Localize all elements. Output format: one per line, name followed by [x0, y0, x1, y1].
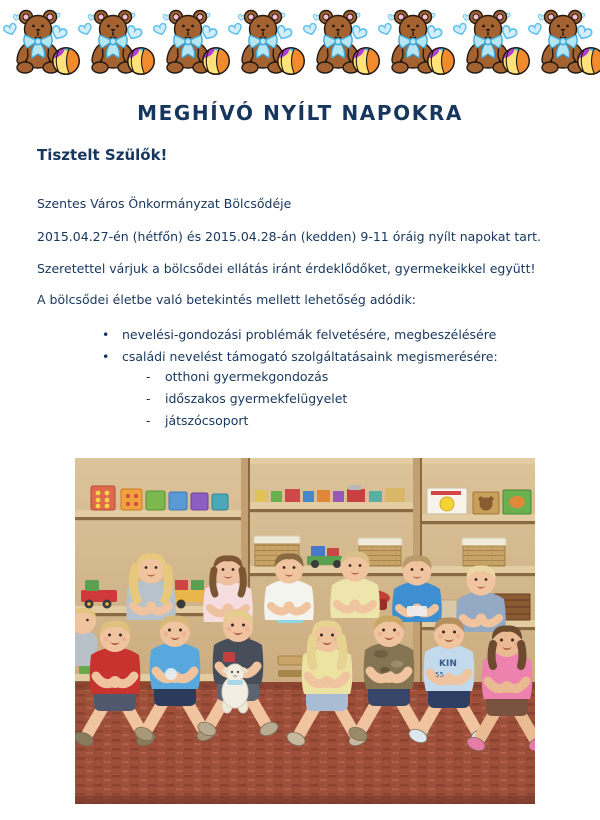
class-photo	[75, 458, 535, 804]
shirt-print	[407, 606, 427, 616]
shirt-print-text: 55	[435, 671, 444, 679]
sub-bullet-text: otthoni gyermekgondozás	[165, 369, 329, 384]
sub-bullet-text: időszakos gyermekfelügyelet	[165, 391, 348, 406]
bullet-text: családi nevelést támogató szolgáltatásaink megismerésére:	[122, 349, 498, 364]
bullet-item	[102, 327, 496, 342]
page-title: MEGHÍVÓ NYÍLT NAPOKRA	[137, 101, 463, 126]
paragraph-institution: Szentes Város Önkormányzat Bölcsődéje	[37, 196, 292, 211]
bullet-marker: •	[102, 349, 110, 364]
shirt-print-text: KIN	[439, 659, 457, 669]
picture-books	[427, 488, 531, 514]
shirt-print	[165, 668, 177, 680]
sub-bullet-text: játszócsoport	[165, 413, 249, 428]
bullet-item	[102, 349, 498, 364]
paragraph-dates: 2015.04.27-én (hétfőn) és 2015.04.28-án (kedden) 9-11 óráig nyílt napokat tart.	[37, 229, 541, 244]
paragraph-lead-in: A bölcsődei életbe való betekintés mellett lehetőség adódik:	[37, 292, 416, 307]
shirt-print	[223, 652, 235, 662]
bullet-marker: •	[102, 327, 110, 342]
sub-bullet-item	[146, 369, 328, 384]
salutation: Tisztelt Szülők!	[37, 146, 168, 164]
sub-bullet-item	[146, 391, 347, 406]
sub-bullet-item	[146, 413, 248, 428]
dash-marker: -	[146, 369, 151, 384]
plush-lamb	[221, 664, 248, 713]
dash-marker: -	[146, 391, 151, 406]
paragraph-welcome: Szeretettel várjuk a bölcsődei ellátás iránt érdeklődőket, gyermekeikkel együtt!	[37, 261, 536, 276]
dash-marker: -	[146, 413, 151, 428]
teddy-bear-border	[0, 4, 600, 78]
bullet-text: nevelési-gondozási problémák felvetésére, megbeszélésére	[122, 327, 497, 342]
